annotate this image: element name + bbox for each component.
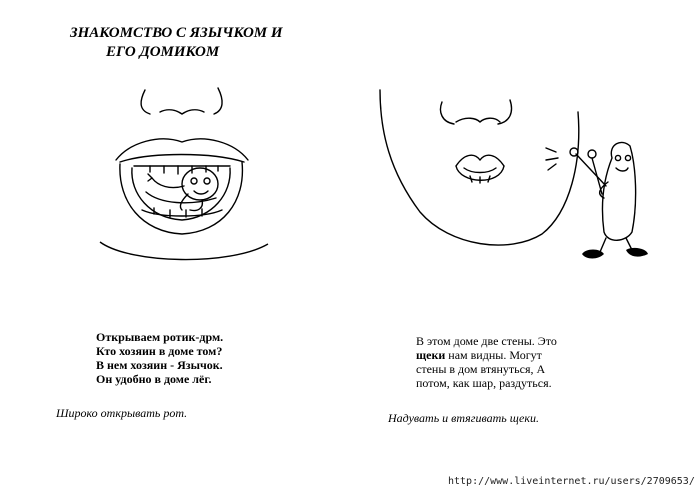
left-poem-line: Он удобно в доме лёг. bbox=[96, 372, 212, 386]
title-line-1: ЗНАКОМСТВО С ЯЗЫЧКОМ И bbox=[70, 25, 283, 41]
right-instruction: Надувать и втягивать щеки. bbox=[388, 411, 539, 425]
right-poem-line: потом, как шар, раздуться. bbox=[416, 376, 552, 390]
right-poem-line bbox=[416, 348, 557, 362]
right-poem-line-rest: нам видны. Могут bbox=[445, 348, 542, 362]
left-instruction: Широко открывать рот. bbox=[56, 406, 188, 420]
left-poem-line: Открываем ротик-дрм. bbox=[96, 330, 224, 344]
left-poem-line: Кто хозяин в доме том? bbox=[96, 344, 223, 358]
title-line-2: ЕГО ДОМИКОМ bbox=[106, 44, 220, 60]
page-title bbox=[70, 24, 330, 62]
watermark-url: http://www.liveinternet.ru/users/2709653/ bbox=[448, 476, 695, 487]
puffed-cheeks-illustration bbox=[360, 82, 660, 272]
left-poem bbox=[96, 330, 223, 386]
right-poem-bold-word: щеки bbox=[416, 348, 446, 362]
left-poem-line: В нем хозяин - Язычок. bbox=[96, 358, 223, 372]
right-poem bbox=[416, 334, 557, 390]
right-poem-line: стены в дом втянуться, А bbox=[416, 362, 546, 376]
right-poem-line: В этом доме две стены. Это bbox=[416, 334, 557, 348]
open-mouth-illustration bbox=[90, 82, 280, 272]
